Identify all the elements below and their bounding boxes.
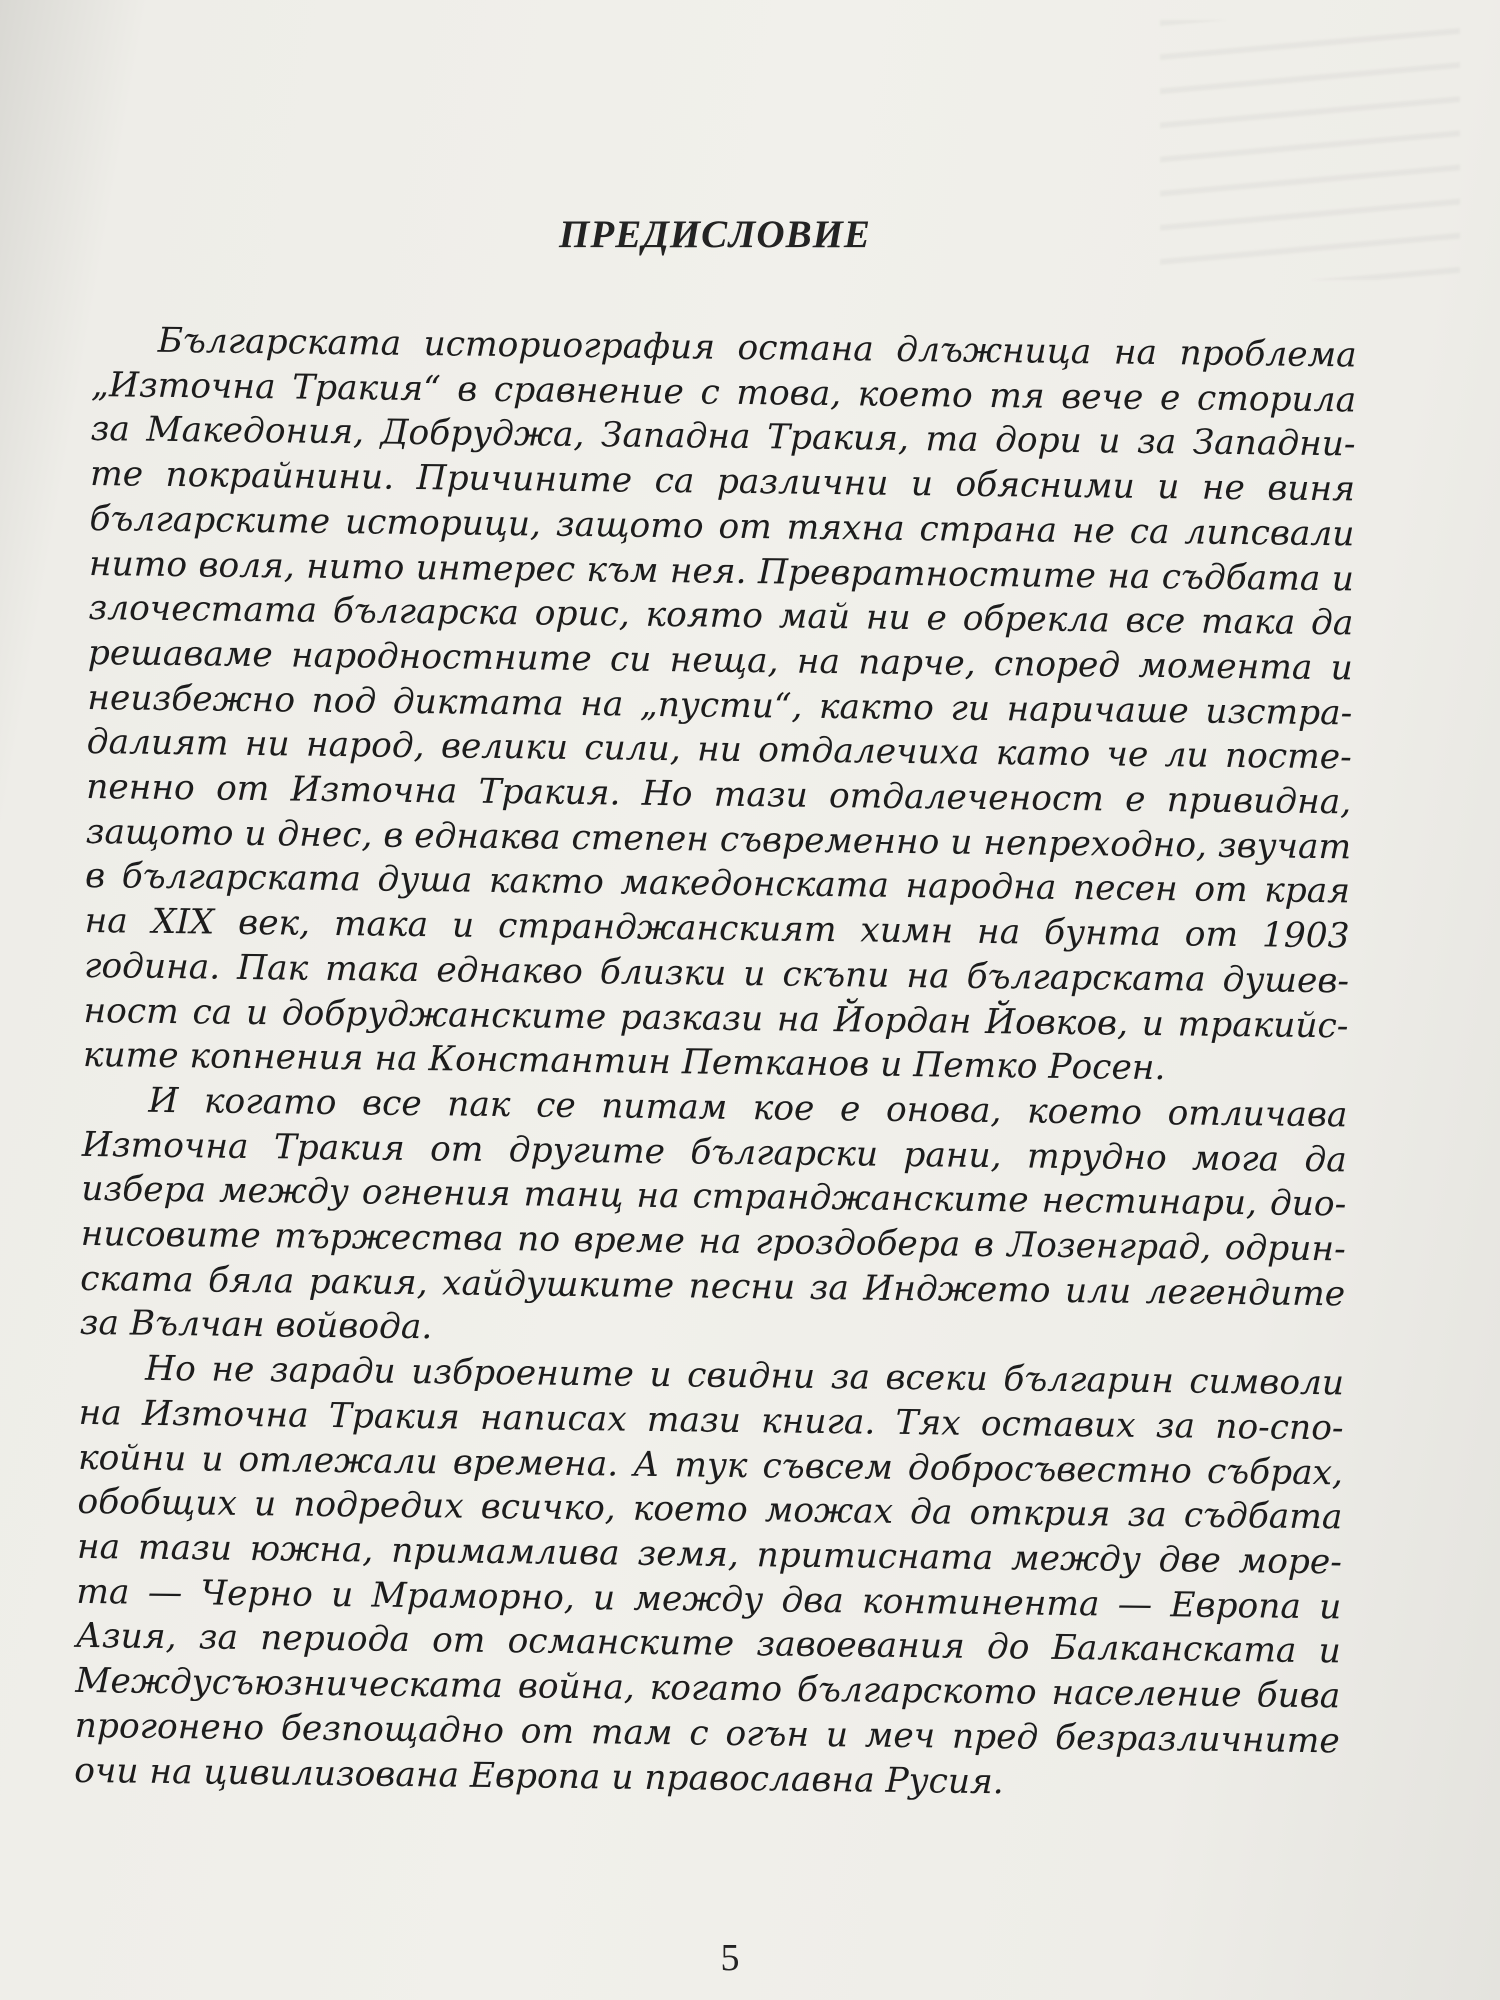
text-line: Но не заради изброените и свидни за всеки българин символи <box>144 1348 1345 1404</box>
text-line: защото и днес, в еднаква степен съвременно и непреходно, звучат <box>85 811 1352 868</box>
text-line: И когато все пак се питам кое е онова, което отличава <box>148 1080 1348 1136</box>
text-line: за Македония, Добруджа, Западна Тракия, та дори и за Западни- <box>90 409 1356 465</box>
text-line: решаваме народностните си неща, на парче, според момента и <box>87 632 1354 689</box>
text-line: Българската историография остана длъжница на проблема <box>157 320 1357 376</box>
text-line: Междусъюзническата война, когато българското население бива <box>75 1660 1341 1717</box>
text-line: те покрайнини. Причините са различни и обясними и не виня <box>89 454 1356 510</box>
text-line: българските историци, защото от тяхна страна не са липсвали <box>89 498 1355 555</box>
text-line: на Източна Тракия написах тази книга. Тях оставих за по-спо- <box>78 1392 1344 1449</box>
text-line: та — Черно и Мраморно, и между два континента — Европа и <box>76 1571 1342 1628</box>
text-line: година. Пак така еднакво близки и скъпи на българската душев- <box>83 945 1350 1002</box>
paragraph-3 <box>74 1346 1344 1808</box>
text-line: очи на цивилизована Европа и православна Русия. <box>74 1750 1004 1802</box>
text-line: ската бяла ракия, хайдушките песни за Инджето или легендите <box>80 1258 1346 1315</box>
paragraph-2 <box>79 1078 1347 1362</box>
text-line: на тази южна, примамлива земя, притисната между две море- <box>76 1526 1343 1583</box>
text-line: „Източна Тракия“ в сравнение с това, което тя вече е сторила <box>90 364 1357 421</box>
text-line: далият ни народ, велики сили, ни отдалечиха като че ли посте- <box>86 722 1352 778</box>
text-line: нисовите тържества по време на гроздобера в Лозенград, одрин- <box>80 1213 1346 1270</box>
text-line: койни и отлежали времена. А тук съвсем добросъвестно събрах, <box>77 1437 1344 1493</box>
text-line: Азия, за периода от османските завоевания до Балканската и <box>75 1616 1342 1672</box>
text-line: злочестата българска орис, която май ни е обрекла все така да <box>88 588 1354 644</box>
text-line: избера между огнения танц на странджанските нестинари, дио- <box>81 1169 1347 1225</box>
body-text <box>74 318 1357 1809</box>
text-line: обобщих и подредих всичко, което можах да открия за съдбата <box>77 1482 1343 1538</box>
page-number: 5 <box>720 1937 740 1979</box>
text-line: за Вълчан войвода. <box>79 1303 433 1348</box>
text-line: на XIX век, така и странджанският химн на бунта от 1903 <box>84 901 1350 957</box>
text-line: Източна Тракия от другите български рани, трудно мога да <box>81 1124 1348 1181</box>
text-line: ност са и добруджанските разкази на Йордан Йовков, и тракийс- <box>83 990 1349 1046</box>
text-line: нито воля, нито интерес към нея. Превратностите на съдбата и <box>88 543 1355 599</box>
text-line: пенно от Източна Тракия. Но тази отдалеченост е привидна, <box>86 766 1352 823</box>
paragraph-1 <box>83 318 1357 1093</box>
text-line: прогонено безпощадно от там с огън и меч пред безразличните <box>74 1705 1340 1762</box>
text-line: в българската душа както македонската народна песен от края <box>84 856 1351 912</box>
page-title: ПРЕДИСЛОВИЕ <box>559 213 871 256</box>
text-line: ките копнения на Константин Петканов и Петко Росен. <box>82 1035 1166 1089</box>
text-line: неизбежно под диктата на „пусти“, както ги наричаше изстра- <box>87 677 1353 734</box>
